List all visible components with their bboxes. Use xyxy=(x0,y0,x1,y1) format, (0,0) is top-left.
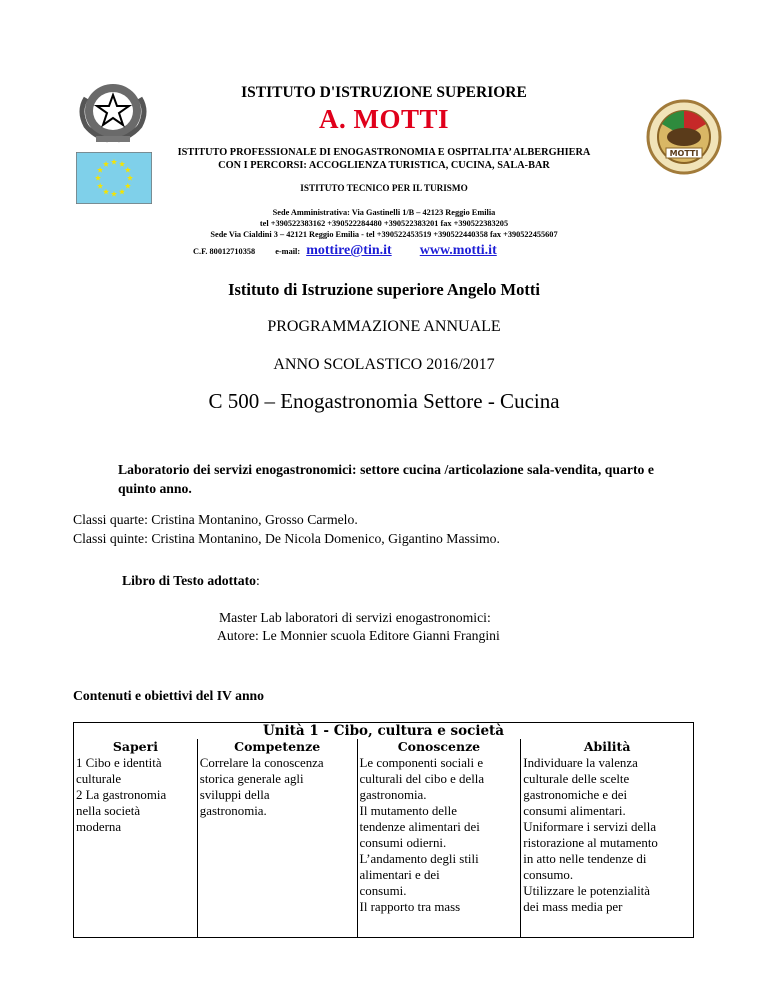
header-saperi: Saperi xyxy=(74,739,198,755)
cell-line: culturale xyxy=(76,772,122,786)
seal-text: MOTTI xyxy=(669,149,699,158)
cell-line: Individuare la valenza xyxy=(523,756,638,770)
textbook-colon: : xyxy=(256,573,260,588)
email-link[interactable]: mottire@tin.it xyxy=(306,243,392,258)
textbook-author: Autore: Le Monnier scuola Editore Gianni Frangini xyxy=(217,628,500,643)
textbook-label xyxy=(122,573,260,589)
header-institute-type: ISTITUTO D'ISTRUZIONE SUPERIORE xyxy=(241,84,527,101)
cell-line: ristorazione al mutamento xyxy=(523,836,658,850)
cell-line: Correlare la conoscenza xyxy=(199,756,324,770)
cell-line: in atto nelle tendenze di xyxy=(523,852,647,866)
cell-line: consumo. xyxy=(523,868,574,882)
unit-table xyxy=(73,722,694,938)
header-abilita: Abilità xyxy=(521,739,694,755)
cell-line: sviluppi della xyxy=(199,788,270,802)
cell-line: alimentari e dei xyxy=(359,868,440,882)
cell-line: L’andamento degli stili xyxy=(359,852,479,866)
header-conoscenze: Conoscenze xyxy=(357,739,521,755)
header-competenze: Competenze xyxy=(197,739,357,755)
contents-heading: Contenuti e obiettivi del IV anno xyxy=(73,688,265,703)
textbook-title: Master Lab laboratori di servizi enogastronomici: xyxy=(219,610,491,625)
cell-line: culturali del cibo e della xyxy=(359,772,485,786)
school-name: A. MOTTI xyxy=(318,104,449,134)
cell-line: culturale delle scelte xyxy=(523,772,630,786)
cell-line: tendenze alimentari dei xyxy=(359,820,480,834)
cell-line: gastronomia. xyxy=(359,788,427,802)
email-label: e-mail: xyxy=(275,247,301,256)
saperi-cell xyxy=(74,755,198,938)
website-link[interactable]: www.motti.it xyxy=(419,243,497,258)
cell-line: consumi alimentari. xyxy=(523,804,626,818)
conoscenze-cell xyxy=(357,755,521,938)
cell-line: 1 Cibo e identità xyxy=(76,756,162,770)
course-title: C 500 – Enogastronomia Settore - Cucina xyxy=(208,389,560,413)
cell-line: gastronomiche e dei xyxy=(523,788,628,802)
cell-line: Le componenti sociali e xyxy=(359,756,484,770)
header-subtitle-3: ISTITUTO TECNICO PER IL TURISMO xyxy=(300,183,468,193)
header-address-2: Sede Via Cialdini 3 – 42121 Reggio Emilia - tel +390522453519 +390522440358 fax +390522455607 xyxy=(210,230,558,239)
cell-line: Utilizzare le potenzialità xyxy=(523,884,650,898)
cell-line: storica generale agli xyxy=(199,772,304,786)
classes-fifth: Classi quinte: Cristina Montanino, De Nicola Domenico, Gigantino Massimo. xyxy=(73,531,500,546)
laboratory-description: Laboratorio dei servizi enogastronomici: settore cucina /articolazione sala-vendita, quarto e quinto anno. xyxy=(118,462,654,496)
cell-line: dei mass media per xyxy=(523,900,623,914)
header-address-1: Sede Amministrativa: Via Gastinelli 1/B – 42123 Reggio Emilia xyxy=(272,208,496,217)
cell-line: consumi odierni. xyxy=(359,836,447,850)
institute-title: Istituto di Istruzione superiore Angelo Motti xyxy=(228,280,540,299)
header-phones-1: tel +390522383162 +390522284480 +390522383201 fax +390522383205 xyxy=(259,219,509,228)
cell-line: Il rapporto tra mass xyxy=(359,900,461,914)
programming-title: PROGRAMMAZIONE ANNUALE xyxy=(267,318,501,335)
school-year: ANNO SCOLASTICO 2016/2017 xyxy=(273,356,495,373)
cell-line: 2 La gastronomia xyxy=(76,788,167,802)
abilita-cell xyxy=(521,755,694,938)
unit-title: Unità 1 - Cibo, cultura e società xyxy=(74,723,694,740)
textbook-label-text: Libro di Testo adottato xyxy=(122,573,256,588)
cell-line: Il mutamento delle xyxy=(359,804,457,818)
cell-line: moderna xyxy=(76,820,122,834)
tax-code: C.F. 80012710358 xyxy=(193,247,256,256)
header-contacts xyxy=(193,243,497,259)
cell-line: gastronomia. xyxy=(199,804,267,818)
header-subtitle-1: ISTITUTO PROFESSIONALE DI ENOGASTRONOMIA E OSPITALITA’ ALBERGHIERA xyxy=(177,147,591,158)
cell-line: nella società xyxy=(76,804,141,818)
cell-line: Uniformare i servizi della xyxy=(523,820,657,834)
competenze-cell xyxy=(197,755,357,938)
cell-line: consumi. xyxy=(359,884,407,898)
classes-fourth: Classi quarte: Cristina Montanino, Grosso Carmelo. xyxy=(73,512,358,527)
header-subtitle-2: CON I PERCORSI: ACCOGLIENZA TURISTICA, CUCINA, SALA-BAR xyxy=(218,160,550,171)
